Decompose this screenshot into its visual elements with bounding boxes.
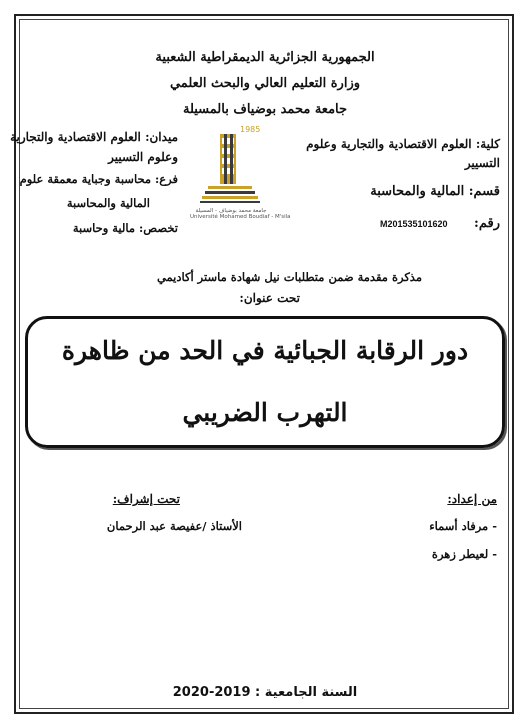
student-name-2: - لعيطر زهرة <box>431 547 497 561</box>
logo-caption-ar: جامعة محمد بوضياف - المسيلة <box>195 208 267 214</box>
student-name-1: - مرفاد أسماء <box>429 519 497 533</box>
academic-year: السنة الجامعية : 2019-2020 <box>172 685 358 700</box>
ministry-name: وزارة التعليم العالي والبحث العلمي <box>169 76 361 91</box>
under-title-label: تحت عنوان: <box>239 291 300 305</box>
prepared-by-label: من إعداد: <box>447 492 497 506</box>
university-logo <box>200 120 260 210</box>
university-name: جامعة محمد بوضياف بالمسيلة <box>182 102 348 117</box>
thesis-title-line2: التهرب الضريبي <box>182 398 348 427</box>
faculty-label: كلية: العلوم الاقتصادية والتجارية وعلوم <box>306 137 500 151</box>
memo-text: مذكرة مقدمة ضمن متطلبات نيل شهادة ماستر أكاديمي <box>156 270 422 284</box>
logo-caption-en: Université Mohamed Boudiaf - M'sila <box>190 214 291 220</box>
branch-label: فرع: محاسبة وجباية معمقة علوم <box>19 172 178 186</box>
branch-label-cont: المالية والمحاسبة <box>66 196 150 210</box>
logo-year: 1985 <box>240 125 260 134</box>
supervision-label: تحت إشراف: <box>112 492 180 506</box>
thesis-title-line1: دور الرقابة الجبائية في الحد من ظاهرة <box>61 336 469 365</box>
specialty-label: تخصص: مالية وحاسبة <box>72 221 178 235</box>
field-label-cont: وعلوم التسيير <box>108 150 178 164</box>
field-label: ميدان: العلوم الاقتصادية والتجارية <box>10 130 178 144</box>
faculty-label-cont: التسيير <box>464 156 500 170</box>
department-label: قسم: المالية والمحاسبة <box>370 184 500 199</box>
logo-caption <box>190 208 291 220</box>
number-label: رقم: <box>474 216 500 231</box>
number-value: M201535101620 <box>380 219 448 229</box>
supervisor-name: الأستاذ /عفيصة عبد الرحمان <box>106 519 242 533</box>
republic-name: الجمهورية الجزائرية الديمقراطية الشعبية <box>155 50 375 65</box>
